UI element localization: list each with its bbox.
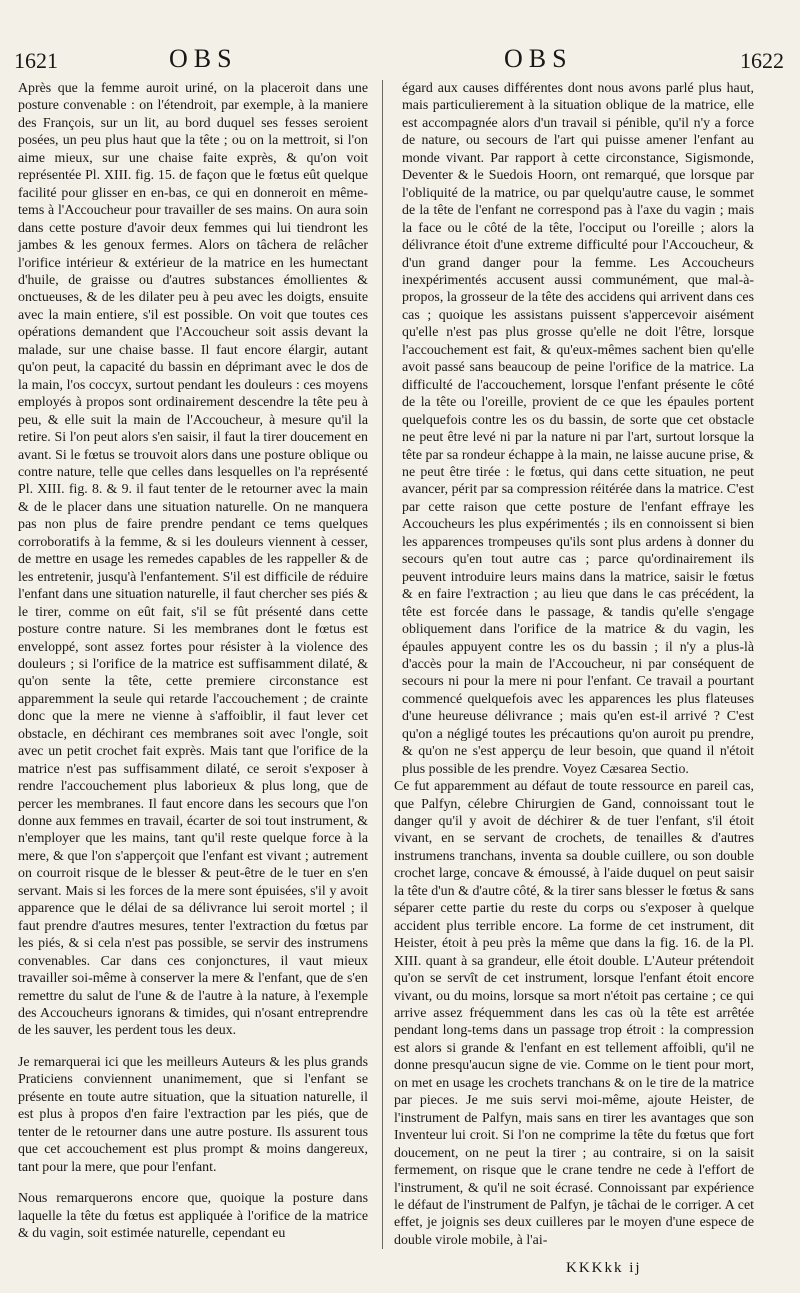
left-text-column (18, 80, 368, 1242)
left-paragraph-1: Après que la femme auroit uriné, on la placeroit dans une posture convenable : on l'étendroit, par exemple, à la maniere des François, sur un lit, au bord duquel ses fesses seroient posées, un peu plus haut que la tête ; ou on la mettroit, si l'on aime mieux, sur une chaise faite exprès, & qu'on voit représentée Pl. XIII. fig. 15. de façon que le fœtus eût quelque facilité pour glisser en en-bas, ce qui en donneroit en même-tems à l'Accoucheur pour travailler de ses mains. On aura soin dans cette posture d'avoir deux femmes qui lui tiendront les jambes & les genoux fermes. Alors on tâchera de relâcher l'orifice intérieur & extérieur de la matrice en les humectant d'huile, de graisse ou d'autres substances émollientes & onctueuses, & de les dilater peu à peu avec les doigts, ensuite avec la main entiere, s'il est possible. On voit que toutes ces opérations demandent que l'Accoucheur soit assis devant la malade, sur une chaise basse. Il faut encore élargir, autant qu'on peut, la capacité du bassin en déprimant avec le dos de la main, l'os coccyx, surtout pendant les douleurs : ces moyens employés à propos sont ordinairement descendre la tête peu à peu, & elle suit la main de l'Accoucheur, à mesure qu'il la retire. Si l'on peut alors s'en saisir, il faut la tirer doucement en avant. Si le fœtus se trouvoit alors dans une posture oblique ou contre nature, telle que celles dans lesquelles on l'a représenté Pl. XIII. fig. 8. & 9. il faut tenter de le retourner avec la main & de le placer dans une situation naturelle. On ne manquera pas non plus de faire prendre pendant ce tems quelques corroboratifs à la femme, & si les douleurs viennent à cesser, de mettre en usage les remedes capables de les rappeller & de les entretenir, jusqu'à l'enfantement. S'il est difficile de réduire l'enfant dans une situation naturelle, il faut chercher ses piés & le tirer, comme on eût fait, s'il se fût présenté dans cette posture contre nature. Si les membranes dont le fœtus est enveloppé, sont assez fortes pour résister à la violence des douleurs ; si l'orifice de la matrice est suffisamment dilaté, & qu'on sente la tête, cette premiere circonstance est apparemment la seule qui retarde l'accouchement ; de crainte donc que la mere ne vienne à s'affoiblir, il faut lever cet obstacle, en déchirant ces membranes soit avec l'ongle, soit avec un petit crochet fait exprès. Mais tant que l'orifice de la matrice n'est pas suffisamment dilaté, ce seroit s'exposer à rendre l'accouchement plus laborieux & plus long, que de percer les membranes. Il faut encore dans les secours que l'on donne aux femmes en travail, écarter de soi tout instrument, & n'employer que les mains, tant qu'il reste quelque force à la mere, & que l'on s'apperçoit que l'enfant est vivant ; autrement on courroit risque de le blesser & peut-être de le tuer en s'en servant. Mais si les forces de la mere sont épuisées, s'il y avoit apparence que le délai de sa délivrance lui seroit mortel ; il faut prendre d'autres mesures, tenter l'extraction du fœtus par les piés, & si cela n'est pas possible, se servir des instrumens convenables. Car dans ces conjonctures, il vaut mieux travailler soi-même à conserver la mere & l'enfant, que de s'en remettre du salut de l'une & de l'autre à la nature, à l'exemple des Accoucheurs ignorans & timides, qui n'osant entreprendre de les sauver, les perdent tous les deux. (18, 81, 368, 1039)
left-paragraph-3: Nous remarquerons encore que, quoique la posture dans laquelle la tête du fœtus est appliquée à l'orifice de la matrice & du vagin, soit estimée naturelle, cependant eu (18, 1191, 368, 1241)
left-page-number: 1621 (14, 48, 58, 73)
page-header (14, 44, 786, 84)
right-text-column (394, 80, 754, 1249)
column-divider (382, 80, 383, 1249)
right-paragraph-2: Ce fut apparemment au défaut de toute ressource en pareil cas, que Palfyn, célebre Chirurgien de Gand, connoissant tout le danger qu'il y avoit de déchirer & de tuer l'enfant, s'il étoit vivant, en se servant de crochets, de tenailles & d'autres instrumens tranchans, inventa sa double cuillere, ou son double crochet large, concave & émoussé, à l'aide duquel on peut saisir la tête d'un & d'autre côté, & la tirer sans blesser le fœtus & sans séparer cette partie du reste du corps ou s'exposer à quelque accident plus terrible encore. La forme de cet instrument, dit Heister, étoit à peu près la même que dans la fig. 16. de la Pl. XIII. quant à sa grandeur, elle étoit double. L'Auteur prétendoit qu'on se servît de cet instrument, lorsque l'enfant étoit encore vivant, ou du moins, lorsque sa mort n'étoit pas certaine ; ce qui arrive assez fréquemment dans les cas où la tête est arrêtée pendant long-tems dans un passage trop étroit : la compression est alors si grande & l'enfant en est tellement affoibli, qu'il ne donne presqu'aucun signe de vie. Comme on le tient pour mort, on met en usage les crochets tranchans & on le tire de la matrice par pieces. Je me suis servi moi-même, ajoute Heister, de l'instrument de Palfyn, mais sans en tirer les avantages que son Inventeur lui croit. Si l'on ne comprime la tête du fœtus que fort doucement, on ne peut la tirer ; au contraire, si on la saisit fermement, on risque que le crane tendre ne cede à l'effort de l'instrument, & qu'il ne soit écrasé. Connoissant par expérience le défaut de l'instrument de Palfyn, je tâchai de le corriger. A cet effet, je joignis ses deux cuilleres par le moyen d'une espece de double virole mobile, à l'ai- (394, 779, 754, 1248)
left-paragraph-2: Je remarquerai ici que les meilleurs Auteurs & les plus grands Praticiens conviennent unanimement, que si l'enfant se présente en toute autre situation, que la situation naturelle, il est plus à propos d'en faire l'extraction par les piés, que de tenter de le retourner dans une autre posture. Ils assurent tous que cet accouchement est plus prompt & moins dangereux, tant pour la mere, que pour l'enfant. (18, 1054, 368, 1175)
right-page-number: 1622 (740, 48, 784, 73)
left-running-head: OBS (169, 44, 238, 73)
signature-mark: KKKkk ij (566, 1260, 642, 1276)
right-paragraph-1: égard aux causes différentes dont nous avons parlé plus haut, mais particulierement à la situation oblique de la matrice, elle est accompagnée alors d'un travail si pénible, qu'il n'y a force de nature, ou secours de l'art qui puisse amener l'enfant au monde vivant. Par rapport à cette circonstance, Sigismonde, Deventer & le Suedois Hoorn, ont remarqué, que lorsque par l'obliquité de la matrice, ou par quelqu'autre cause, le sommet de la tête de l'enfant ne correspond pas à l'axe du vagin ; mais la face ou le côté de la tête, l'occiput ou l'oreille ; alors la délivrance étoit d'une extreme difficulté pour l'Accoucheur, & d'un grand danger pour la femme. Les Accoucheurs inexpérimentés accusent aussi communément, que mal-à-propos, la grosseur de la tête des accidens qui arrivent dans ces cas ; quoique les assistans puissent s'appercevoir aisément qu'elle n'est pas plus grosse qu'elle ne doit l'être, lorsque l'accouchement est fait, & qu'eux-mêmes sachent bien qu'elle avoit passé sans beaucoup de peine l'orifice de la matrice. La difficulté de l'accouchement, lorsque l'enfant présente le côté de la tête ou l'oreille, provient de ce que les épaules portent quelquefois contre les os du bassin, de sorte que cet obstacle ne peut être levé ni par la nature ni par l'art, surtout lorsque la tête par sa rondeur échappe à la main, ne laisse aucune prise, & ne peut être tirée : le fœtus, qui dans cette situation, ne peut avancer, périt par sa compression réitérée dans la matrice. C'est par cette raison que cette posture de l'enfant effraye les Accoucheurs les plus expérimentés ; ils en connoissent si bien les apparences trompeuses qu'ils sont plus ardens à donner du secours qu'en tout autre cas ; parce qu'ordinairement ils peuvent introduire leurs mains dans la matrice, saisir le fœtus & en faire l'extraction ; au lieu que dans le cas précédent, la tête est forcée dans le passage, & tandis qu'elle s'engage obliquement dans l'orifice de la matrice & du vagin, les épaules appuyent contre les os du bassin ; il n'y a plus-là d'accès pour la main de l'Accoucheur, ni par conséquent de secours ni pour la mere ni pour l'enfant. Ce travail a pourtant commencé quelquefois avec les apparences les plus flateuses d'une heureuse délivrance ; mais qu'en est-il arrivé ? C'est qu'on a négligé toutes les précautions qu'on auroit pu prendre, & qu'on ne s'est apperçu de leur besoin, que quand il n'étoit plus possible de les prendre. Voyez Cæsarea Sectio. (402, 81, 754, 777)
right-running-head: OBS (504, 44, 573, 73)
